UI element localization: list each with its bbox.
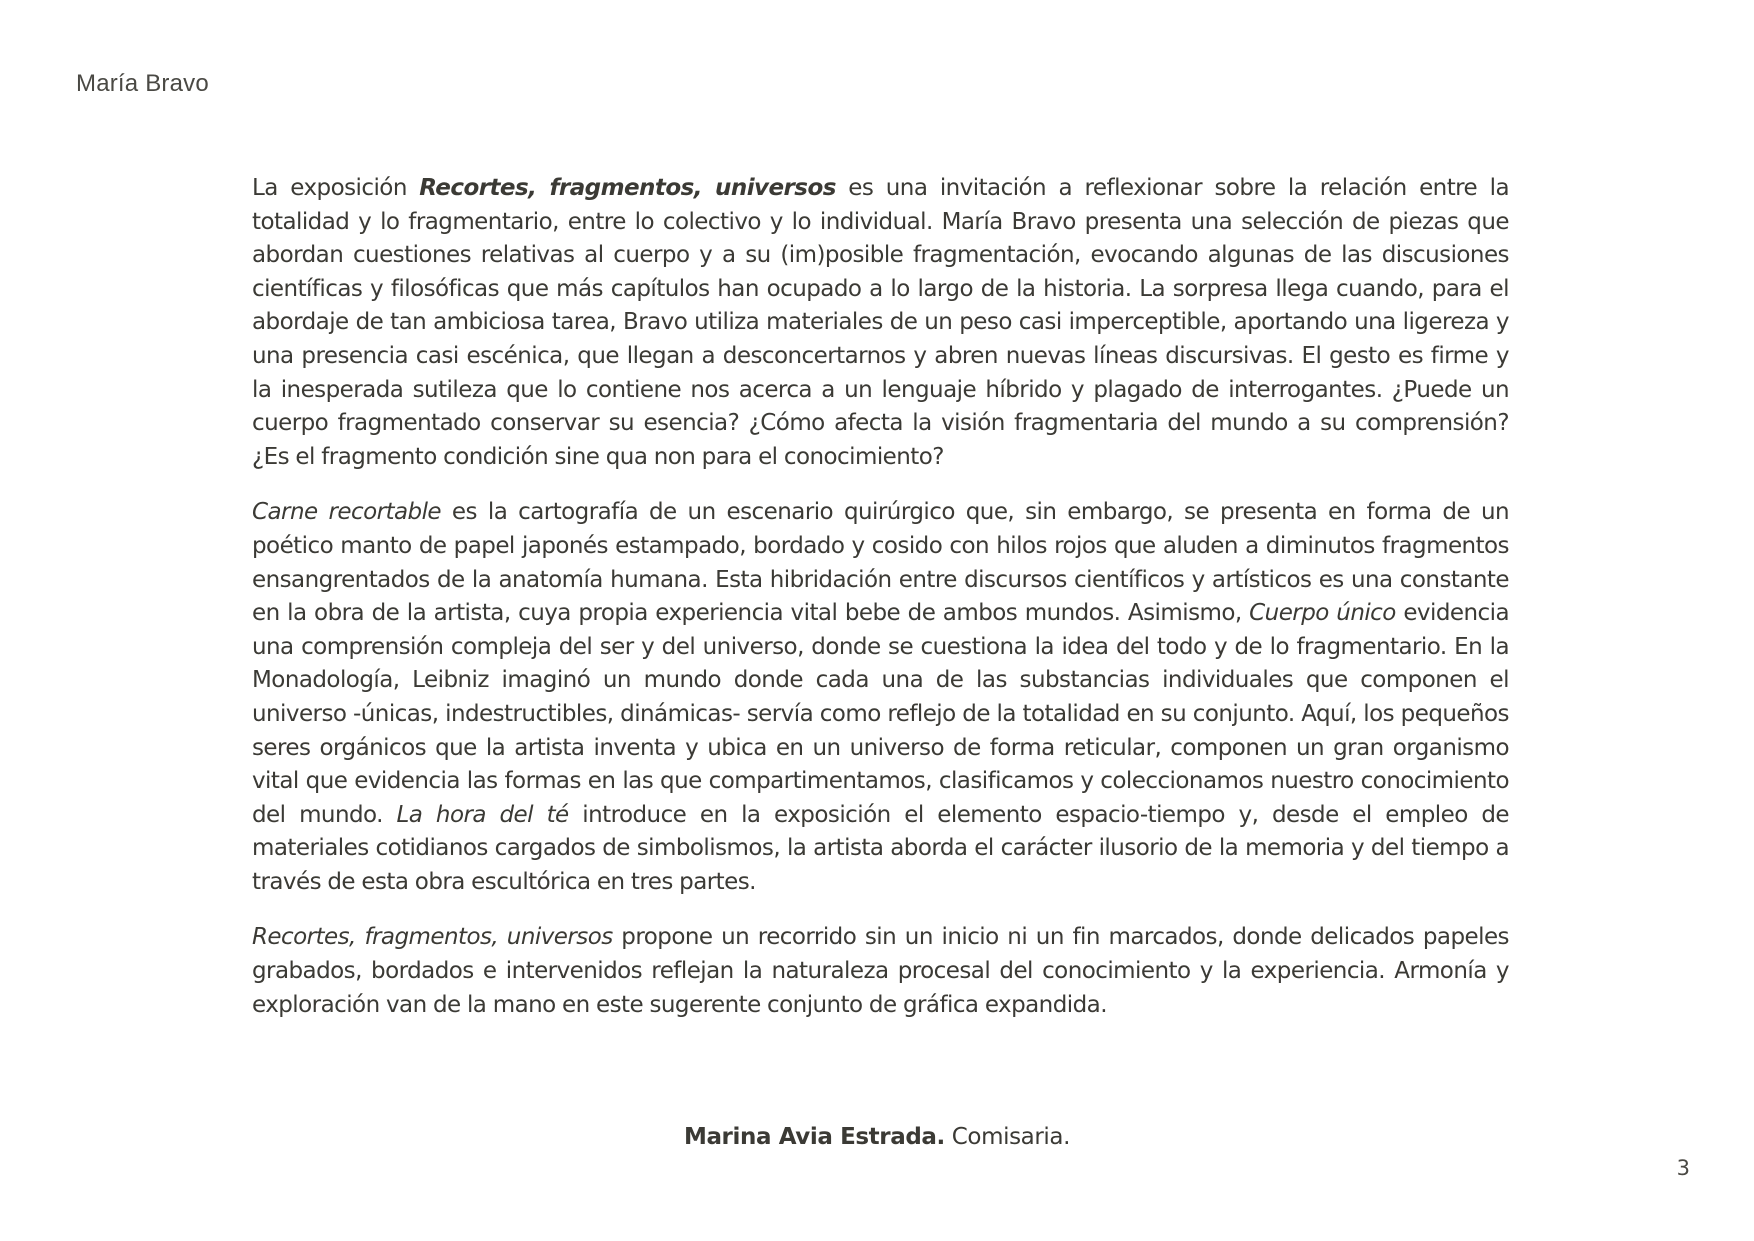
page-number: 3 (1676, 1156, 1690, 1180)
curator-signature (0, 1124, 1754, 1150)
p3-exhibition-title: Recortes, fragmentos, universos (252, 924, 613, 951)
p3-text: propone un recorrido sin un inicio ni un fin marcados, donde delicados papeles grabados, bordados e intervenidos reflejan la naturaleza procesal del conocimiento y la experiencia. Armonía y exploración van de la mano en este sugerente conjunto de gráfica expandida. (252, 924, 1509, 1018)
p2-text-2: evidencia una comprensión compleja del ser y del universo, donde se cuestiona la idea del todo y de lo fragmentario. En la Monadología, Leibniz imaginó un mundo donde cada una de las substancias individuales que componen el universo -únicas, indestructibles, dinámicas- servía como reflejo de la totalidad en su conjunto. Aquí, los pequeños seres orgánicos que la artista inventa y ubica en un universo de forma reticular, componen un gran organismo vital que evidencia las formas en las que compartimentamos, clasificamos y coleccionamos nuestro conocimiento del mundo. (252, 600, 1509, 828)
p1-lead: La exposición (252, 175, 420, 201)
p2-text-3: introduce en la exposición el elemento espacio-tiempo y, desde el empleo de materiales cotidianos cargados de simbolismos, la artista aborda el carácter ilusorio de la memoria y del tiempo a través de esta obra escultórica en tres partes. (252, 801, 1510, 895)
paragraph-1 (252, 172, 1509, 474)
p2-work-carne-recortable: Carne recortable (252, 499, 442, 526)
p1-exhibition-title: Recortes, fragmentos, universos (419, 175, 836, 201)
curator-role: Comisaria. (944, 1124, 1071, 1150)
p2-work-la-hora-del-te: La hora del té (396, 801, 569, 828)
p1-text: es una invitación a reflexionar sobre la relación entre la totalidad y lo fragmentario, entre lo colectivo y lo individual. María Bravo presenta una selección de piezas que abordan cuestiones relativas al cuerpo y a su (im)posible fragmentación, evocando algunas de las discusiones científicas y filosóficas que más capítulos han ocupado a lo largo de la historia. La sorpresa llega cuando, para el abordaje de tan ambiciosa tarea, Bravo utiliza materiales de un peso casi imperceptible, aportando una ligereza y una presencia casi escénica, que llegan a desconcertarnos y abren nuevas líneas discursivas. El gesto es firme y la inesperada sutileza que lo contiene nos acerca a un lenguaje híbrido y plagado de interrogantes. ¿Puede un cuerpo fragmentado conservar su esencia? ¿Cómo afecta la visión fragmentaria del mundo a su comprensión? ¿Es el fragmento condición sine qua non para el conocimiento? (252, 175, 1509, 470)
p2-work-cuerpo-unico: Cuerpo único (1249, 600, 1396, 627)
p2-text-1: es la cartografía de un escenario quirúrgico que, sin embargo, se presenta en forma de un poético manto de papel japonés estampado, bordado y cosido con hilos rojos que aluden a diminutos fragmentos ensangrentados de la anatomía humana. Esta hibridación entre discursos científicos y artísticos es una constante en la obra de la artista, cuya propia experiencia vital bebe de ambos mundos. Asimismo, (252, 499, 1510, 627)
curator-name: Marina Avia Estrada. (683, 1124, 945, 1150)
main-text (252, 172, 1509, 1022)
paragraph-3 (252, 921, 1509, 1022)
paragraph-2 (252, 496, 1509, 899)
header-author: María Bravo (76, 70, 209, 97)
